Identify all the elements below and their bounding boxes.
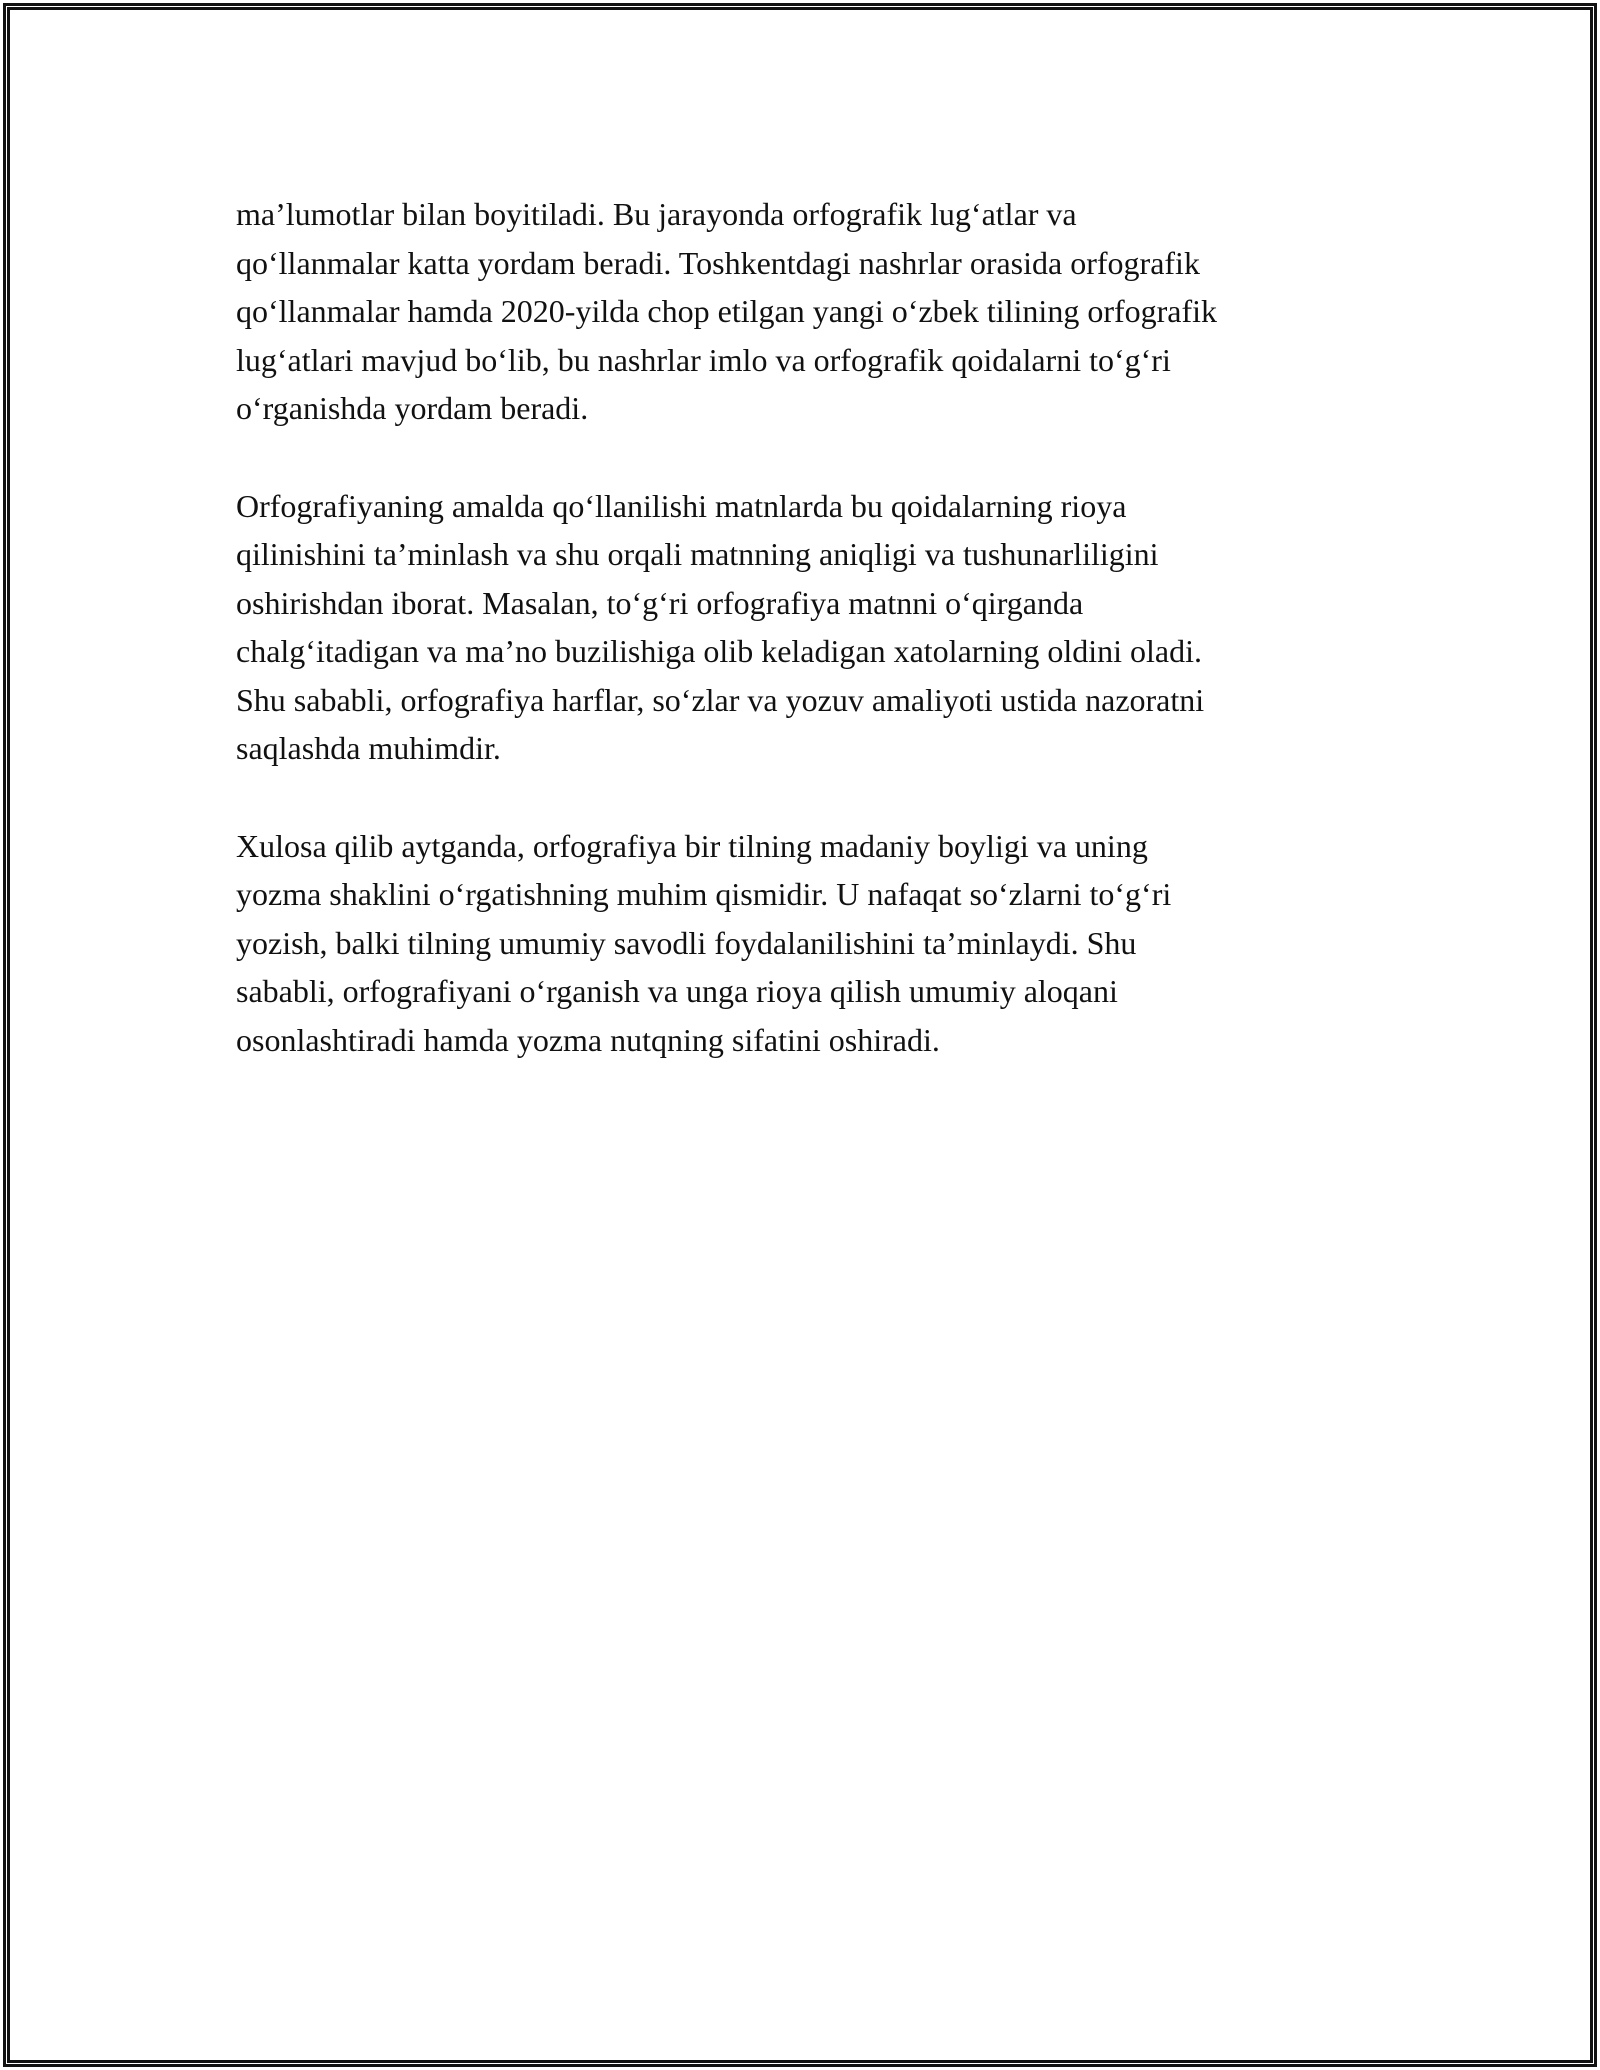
paragraph-2 — [236, 482, 1376, 773]
text-line: saqlashda muhimdir. — [236, 730, 501, 766]
text-line: oshirishdan iborat. Masalan, to‘g‘ri orfografiya matnni o‘qirganda — [236, 584, 1084, 621]
document-body — [236, 190, 1376, 1113]
text-line: osonlashtiradi hamda yozma nutqning sifatini oshiradi. — [236, 1021, 940, 1058]
text-line: qo‘llanmalar hamda 2020-yilda chop etilgan yangi o‘zbek tilining orfografik — [236, 293, 1218, 329]
text-line: yozish, balki tilning umumiy savodli foydalanilishini ta’minlaydi. Shu — [236, 924, 1137, 961]
text-line: sababli, orfografiyani o‘rganish va unga rioya qilish umumiy aloqani — [236, 973, 1118, 1009]
text-line: lug‘atlari mavjud bo‘lib, bu nashrlar imlo va orfografik qoidalarni to‘g‘ri — [236, 341, 1171, 378]
text-line: ma’lumotlar bilan boyitiladi. Bu jarayonda orfografik lug‘atlar va — [236, 196, 1077, 232]
text-line: qilinishini ta’minlash va shu orqali matnning aniqligi va tushunarliligini — [236, 536, 1159, 572]
text-line: qo‘llanmalar katta yordam beradi. Toshkentdagi nashrlar orasida orfografik — [236, 244, 1200, 281]
text-line: Xulosa qilib aytganda, orfografiya bir tilning madaniy boyligi va uning — [236, 827, 1148, 864]
text-line: Orfografiyaning amalda qo‘llanilishi matnlarda bu qoidalarning rioya — [236, 487, 1127, 524]
text-line: chalg‘itadigan va ma’no buzilishiga olib keladigan xatolarning oldini oladi. — [236, 633, 1202, 669]
text-line: o‘rganishda yordam beradi. — [236, 390, 589, 426]
text-line: Shu sababli, orfografiya harflar, so‘zlar va yozuv amaliyoti ustida nazoratni — [236, 681, 1205, 718]
paragraph-1 — [236, 190, 1376, 433]
paragraph-3 — [236, 822, 1376, 1065]
text-line: yozma shaklini o‘rgatishning muhim qismidir. U nafaqat so‘zlarni to‘g‘ri — [236, 876, 1172, 912]
